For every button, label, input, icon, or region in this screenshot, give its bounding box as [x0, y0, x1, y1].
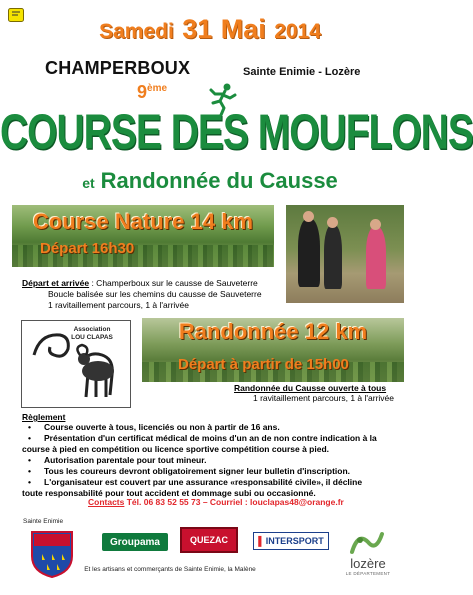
contacts-line[interactable]	[88, 497, 344, 507]
region-name: Sainte Enimie - Lozère	[243, 66, 361, 78]
randonnee-ravitaillement: 1 ravitaillement parcours, 1 à l'arrivée	[253, 393, 394, 403]
association-name: LOU CLAPAS	[71, 334, 113, 341]
contacts-label: Contacts	[88, 497, 125, 507]
lozere-text: lozère	[350, 556, 386, 571]
rules-list	[22, 422, 404, 499]
main-title: COURSE DES MOUFLONS	[0, 106, 473, 160]
subtitle-et: et	[82, 175, 95, 191]
course-nature-depart: Départ 16h30	[40, 240, 135, 257]
subtitle-rando: Randonnée du Causse	[100, 168, 338, 193]
randonnee-depart: Départ à partir de 15h00	[178, 356, 349, 373]
edition-num: 9	[137, 82, 148, 102]
rule-item: • Tous les coureurs devront obligatoirement signer leur bulletin d'inscription.	[22, 466, 404, 477]
association-title: Association	[73, 326, 111, 333]
lozere-subtitle: LE DÉPARTEMENT	[345, 571, 391, 576]
depart-arrivee-line	[22, 278, 258, 288]
randonnee-ouverte: Randonnée du Causse ouverte à tous	[234, 383, 387, 393]
rule-item: • L'organisateur est couvert par une assurance «responsabilité civile», il décline toute responsabilité pour tout accident et dommage subi ou occasionné.	[22, 477, 404, 499]
date-year: 2014	[274, 20, 321, 43]
depart-arrivee-text: : Champerboux sur le causse de Sauveterre	[89, 278, 258, 288]
nature-ravitaillement: 1 ravitaillement parcours, 1 à l'arrivée	[48, 300, 189, 310]
subtitle	[0, 168, 420, 194]
rule-item: • Course ouverte à tous, licenciés ou non à partir de 16 ans.	[22, 422, 404, 433]
date-month: Mai	[220, 14, 266, 44]
course-nature-label: Course Nature 14 km	[32, 209, 254, 234]
date-number: 31	[182, 14, 213, 44]
reglement-heading: Règlement	[22, 412, 66, 422]
village-name: CHAMPERBOUX	[45, 58, 191, 78]
edition-number	[137, 82, 167, 103]
artisans-caption: Et les artisans et commerçants de Sainte Enimie, la Malène	[84, 566, 256, 573]
rule-item: • Présentation d'un certificat médical de moins d'un an de non contre indication à la course à pied en compétition ou licence sportive compétition course à pied.	[22, 433, 404, 455]
groupama-logo: Groupama	[102, 533, 168, 551]
runners-photo	[286, 205, 404, 303]
intersport-logo: ▌ INTERSPORT	[253, 532, 329, 550]
contacts-text[interactable]: Tél. 06 83 52 55 73 – Courriel : louclapas48@orange.fr	[124, 497, 344, 507]
event-date	[0, 14, 420, 45]
rule-item: • Autorisation parentale pour tout mineur.	[22, 455, 404, 466]
edition-suffix: ème	[147, 83, 168, 94]
sainte-enimie-caption: Sainte Enimie	[23, 518, 64, 525]
lozere-logo-icon	[348, 528, 386, 558]
randonnee-label: Randonnée 12 km	[178, 319, 368, 344]
depart-arrivee-label: Départ et arrivée	[22, 278, 90, 288]
boucle-text: Boucle balisée sur les chemins du causse de Sauveterre	[48, 289, 262, 299]
date-day: Samedi	[99, 20, 174, 43]
quezac-logo: QUEZAC	[180, 527, 238, 553]
